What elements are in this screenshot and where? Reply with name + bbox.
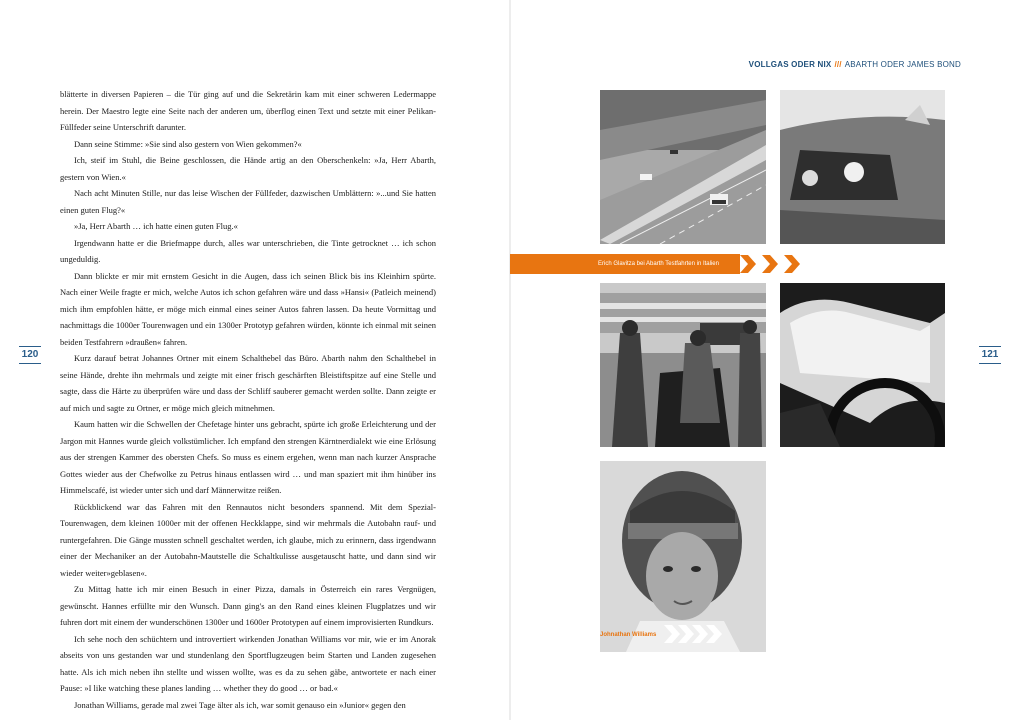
photo-steering-wheel-image	[780, 283, 945, 447]
paragraph: »Ja, Herr Abarth … ich hatte einen guten Flug.«	[74, 221, 238, 231]
paragraph: blätterte in diversen Papieren – die Tür ging auf und die Sekretärin kam mit einer schweren Ledermappe herein. Der Maestro legte eine Seite nach der anderen um, überflog einen Text und setzte mit einer Pelikan-Füllfeder seine Unterschrift darunter.	[60, 89, 436, 132]
paragraph: Kaum hatten wir die Schwellen der Chefetage hinter uns gebracht, spürte ich große Erleichterung und der Jargon mit Hannes wurde gleich volkstümlicher. Ich empfand den strengen Kärntnerdialekt wie eine Erlösung aus der strengen Kammer des obersten Chefs. So muss es einem ergehen, wenn man nach kurzer Ansprache Gottes wieder aus der Chefwolke zu Petrus hinaus entlassen wird … und man spaziert mit ihm hinüber ins Himmelscafé, ist wieder unter sich und darf Männerwitze reißen.	[60, 419, 436, 495]
photo-car-window	[780, 90, 945, 244]
page-number-right: 121	[979, 346, 1001, 364]
paragraph: Kurz darauf betrat Johannes Ortner mit einem Schalthebel das Büro. Abarth nahm den Schalthebel in seine Hände, drehte ihn mehrmals und zeigte mit einer frisch geschärften Bleistiftspitze auf eine Stelle und sagte, dass die Härte zu überprüfen wäre und dass der Schliff sauberer gemacht werden sollte. Dann zeigte er auf mich und sagte zu Ortner, er möge mich gleich mitnehmen.	[60, 353, 436, 413]
paragraph: Ich, steif im Stuhl, die Beine geschlossen, die Hände artig an den Oberschenkeln: »Ja, Herr Abarth, gestern von Wien.«	[60, 155, 436, 182]
paragraph: Nach acht Minuten Stille, nur das leise Wischen der Füllfeder, dazwischen Umblättern: »...und Sie hatten einen guten Flug?«	[60, 188, 436, 215]
body-text	[60, 86, 436, 713]
photo-highway-image	[600, 90, 766, 244]
caption-testing: Erich Glavitza bei Abarth Testfahrten in Italien	[598, 261, 719, 267]
photo-highway	[600, 90, 766, 244]
paragraph: Jonathan Williams, gerade mal zwei Tage älter als ich, war somit genauso ein »Junior« gegen den	[74, 699, 406, 710]
book-gutter	[509, 0, 511, 720]
paragraph: Zu Mittag hatte ich mir einen Besuch in einer Pizza, damals in Österreich ein rares Vergnügen, gewünscht. Hannes erfüllte mir den Wunsch. Dann ging's an den Rand eines kleinen Flugplatzes und wir fuhren dort mit einem der wunderschönen 1300er und 1600er Prototypen auf einem improvisierten Rundkurs.	[60, 584, 436, 627]
caption-portrait: Johnathan Williams	[600, 632, 657, 638]
page-number-left: 120	[19, 346, 41, 364]
paragraph: Rückblickend war das Fahren mit den Rennautos nicht besonders spannend. Mit dem Spezial-Tourenwagen, dem kleinen 1000er mit der offenen Heckklappe, sind wir mehrmals die Autobahn rauf- und runtergefahren. Die Gänge mussten schnell geschaltet werden, ich glaube, mich zu erinnern, dass irgendwann einer der Mechaniker an der Autobahn-Mautstelle die Schaltkulisse ausgetauscht hatte, und dann sind wir wieder weiter»geblasen«.	[60, 501, 436, 578]
photo-mechanics	[600, 283, 766, 447]
paragraph: Ich sehe noch den schüchtern und introvertiert wirkenden Jonathan Williams vor mir, wie er im Anorak abseits von uns gestanden war und stundenlang den Sportflugzeugen beim Starten und Landen zugesehen hatte. Als ich mich neben ihn stellte und wissen wollte, was es da zu sehen gäbe, antwortete er nach einer Pause: »I like watching these planes landing … whether they do good … or bad.«	[60, 633, 436, 693]
running-head	[749, 60, 961, 69]
paragraph: Dann seine Stimme: »Sie sind also gestern von Wien gekommen?«	[74, 138, 302, 149]
paragraph: Dann blickte er mir mit ernstem Gesicht in die Augen, dass ich seinen Blick bis ins Kleinhirn spürte. Nach einer Weile fragte er mich, welche Autos ich schon gefahren wäre und dass »Hansi« (Patleich meinend) mich ihm empfohlen hätte, er möge mich einmal eines seiner Autos fahren lassen. Da heute Vormittag und nachmittags die 1000er Tourenwagen und ein 1300er Prototyp gefahren würden, könnte ich einmal mit seinen beiden Testfahrern »draußen« fahren.	[60, 270, 436, 347]
chevron-arrows-white-icon	[662, 623, 732, 645]
running-head-separator: ///	[834, 60, 842, 69]
photo-car-window-image	[780, 90, 945, 244]
running-head-chapter: ABARTH ODER JAMES BOND	[844, 60, 961, 69]
photo-mechanics-image	[600, 283, 766, 447]
paragraph: Irgendwann hatte er die Briefmappe durch, alles war unterschrieben, die Tinte getrocknet … ich schon ungeduldig.	[60, 237, 436, 264]
running-head-title: VOLLGAS ODER NIX	[748, 60, 832, 69]
photo-steering-wheel	[780, 283, 945, 447]
chevron-arrows-icon	[738, 253, 808, 275]
